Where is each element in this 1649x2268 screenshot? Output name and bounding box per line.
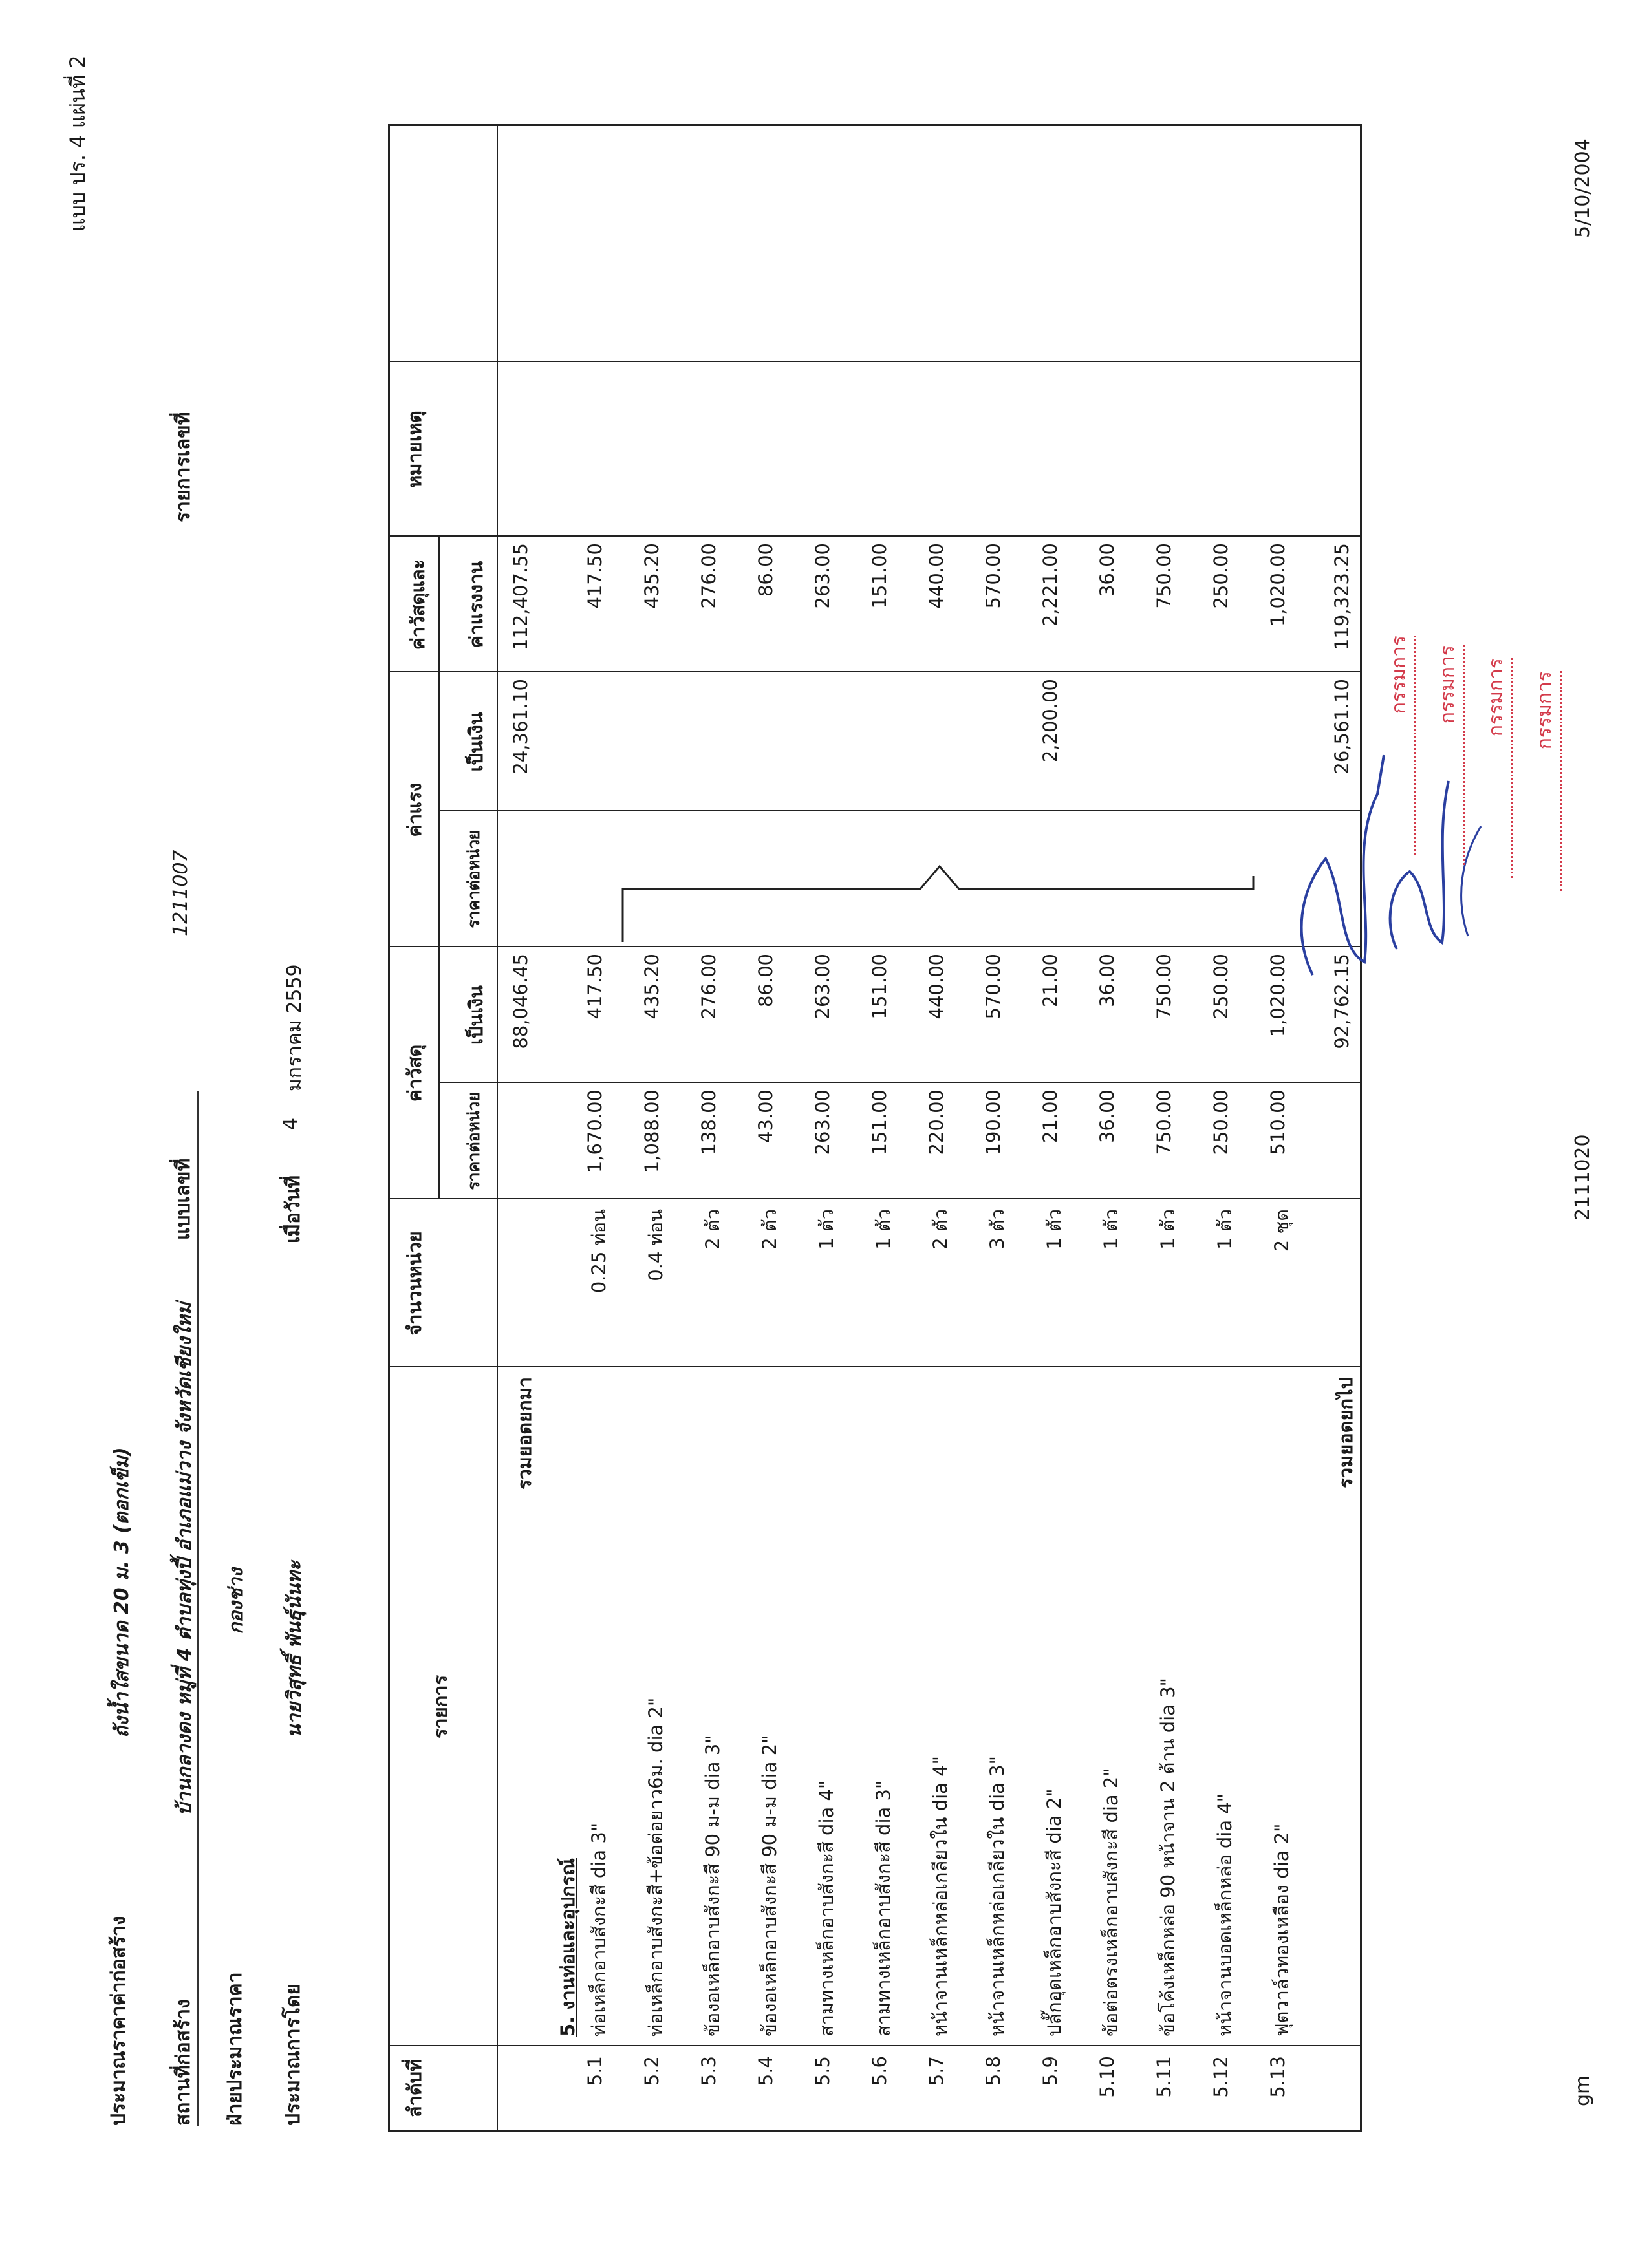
col-labor-unit-header: ราคาต่อหน่วย <box>464 830 483 928</box>
row-labor-amount: 2,200.00 <box>1039 679 1061 763</box>
row-material-amount: 570.00 <box>982 954 1004 1020</box>
carried-forward-label: รวมยอดยกมา <box>513 1377 535 1490</box>
row-qty: 1 ตัว <box>1214 1209 1236 1250</box>
row-material-amount: 440.00 <box>925 954 947 1020</box>
carried-over-material: 92,762.15 <box>1331 954 1353 1049</box>
row-qty: 1 ตัว <box>1043 1209 1065 1250</box>
row-item: ข้อโค้งเหล็กหล่อ 90 หน้าจาน 2 ด้าน dia 3" <box>1157 1678 1179 2037</box>
row-total: 151.00 <box>868 543 890 609</box>
row-qty: 2 ชุด <box>1271 1209 1293 1252</box>
row-qty: 1 ตัว <box>1100 1209 1122 1250</box>
row-total: 570.00 <box>982 543 1004 609</box>
row-material-unit-price: 36.00 <box>1096 1089 1118 1144</box>
design-label: แบบเลขที่ <box>172 1158 195 1240</box>
carried-forward-total: 112,407.55 <box>510 543 532 651</box>
header-rule <box>197 1091 199 2126</box>
row-no: 5.7 <box>925 2056 947 2086</box>
carried-forward-labor: 24,361.10 <box>510 679 532 775</box>
row-total: 750.00 <box>1153 543 1175 609</box>
row-no: 5.6 <box>868 2056 890 2086</box>
row-material-unit-price: 263.00 <box>812 1089 834 1155</box>
row-material-unit-price: 1,088.00 <box>641 1089 663 1173</box>
row-no: 5.3 <box>698 2056 720 2086</box>
row-total: 2,221.00 <box>1039 543 1061 627</box>
committee-stamp-1: กรรมการ <box>1384 636 1416 855</box>
project-name: ถังน้ำใสขนาด 20 ม. 3 (ตอกเข็ม) <box>111 1447 133 1738</box>
date-label: เมื่อวันที่ <box>282 1175 305 1243</box>
row-qty: 1 ตัว <box>1157 1209 1179 1250</box>
row-material-unit-price: 1,670.00 <box>584 1089 606 1173</box>
carried-over-labor: 26,561.10 <box>1331 679 1353 775</box>
row-qty: 0.4 ท่อน <box>645 1209 667 1281</box>
row-total: 36.00 <box>1096 543 1118 597</box>
col-item-header: รายการ <box>429 1674 451 1739</box>
date-day: 4 <box>279 1117 302 1130</box>
col-material-amount-header: เป็นเงิน <box>465 985 487 1045</box>
row-material-unit-price: 510.00 <box>1267 1089 1289 1155</box>
estimator-label: ประมาณการโดย <box>282 1983 305 2126</box>
row-material-unit-price: 151.00 <box>868 1089 890 1155</box>
row-material-amount: 250.00 <box>1210 954 1232 1020</box>
row-no: 5.11 <box>1153 2056 1175 2098</box>
row-material-amount: 750.00 <box>1153 954 1175 1020</box>
estimate-table <box>388 124 1362 2132</box>
row-material-amount: 263.00 <box>812 954 834 1020</box>
footer-left: gm <box>1571 2075 1594 2106</box>
location-value: บ้านกลางดง หมู่ที่ 4 ตำบลทุ่งปี้ อำเภอแม่วาง จังหวัดเชียงใหม่ <box>173 1302 196 1815</box>
row-no: 5.13 <box>1267 2056 1289 2098</box>
committee-stamp-3: กรรมการ <box>1481 658 1513 878</box>
row-no: 5.4 <box>755 2056 777 2086</box>
committee-stamp-4: กรรมการ <box>1529 671 1562 891</box>
row-total: 263.00 <box>812 543 834 609</box>
row-no: 5.9 <box>1039 2056 1061 2086</box>
row-item: ท่อเหล็กอาบสังกะสี+ข้อต่อยาว6ม. dia 2" <box>645 1697 667 2037</box>
row-item: ข้องอเหล็กอาบสังกะสี 90 ม-ม dia 3" <box>702 1735 724 2037</box>
col-no-header: ลำดับที่ <box>404 2059 426 2118</box>
row-material-amount: 36.00 <box>1096 954 1118 1008</box>
row-qty: 2 ตัว <box>702 1209 724 1250</box>
row-total: 435.20 <box>641 543 663 609</box>
col-labor-header: ค่าแรง <box>404 782 426 837</box>
row-material-amount: 435.20 <box>641 954 663 1020</box>
dept-label: ฝ่ายประมาณราคา <box>224 1972 246 2126</box>
row-no: 5.1 <box>584 2056 606 2086</box>
carried-over-label: รวมยอดยกไป <box>1335 1377 1357 1488</box>
estimator-name: นายวิสุทธิ์ พันธุ์นันทะ <box>283 1560 306 1738</box>
row-total: 440.00 <box>925 543 947 609</box>
row-qty: 3 ตัว <box>986 1209 1008 1250</box>
footer-center: 2111020 <box>1571 1134 1594 1221</box>
item-no-label: รายการเลขที่ <box>172 412 195 522</box>
row-no: 5.2 <box>641 2056 663 2086</box>
col-labor-amount-header: เป็นเงิน <box>465 712 487 772</box>
form-id: แบบ ปร. 4 แผ่นที่ 2 <box>65 55 90 231</box>
date-month-year: มกราคม 2559 <box>283 964 306 1091</box>
row-total: 86.00 <box>755 543 777 597</box>
row-material-amount: 21.00 <box>1039 954 1061 1008</box>
row-qty: 2 ตัว <box>759 1209 781 1250</box>
row-material-unit-price: 750.00 <box>1153 1089 1175 1155</box>
row-material-unit-price: 43.00 <box>755 1089 777 1144</box>
row-material-unit-price: 190.00 <box>982 1089 1004 1155</box>
row-item: หน้าจานบอดเหล็กหล่อ dia 4" <box>1214 1793 1236 2037</box>
row-material-amount: 1,020.00 <box>1267 954 1289 1038</box>
row-total: 417.50 <box>584 543 606 609</box>
col-qty-header: จำนวนหน่วย <box>404 1231 426 1336</box>
row-no: 5.5 <box>812 2056 834 2086</box>
row-item: สามทางเหล็กอาบสังกะสี dia 3" <box>872 1780 894 2037</box>
row-material-unit-price: 250.00 <box>1210 1089 1232 1155</box>
row-item: ข้องอเหล็กอาบสังกะสี 90 ม-ม dia 2" <box>759 1735 781 2037</box>
row-item: ปลั๊กอุดเหล็กอาบสังกะสี dia 2" <box>1043 1788 1065 2037</box>
labor-brace <box>584 805 1321 947</box>
title-label: ประมาณราคาค่าก่อสร้าง <box>107 1916 130 2126</box>
row-qty: 1 ตัว <box>872 1209 894 1250</box>
row-item: ฟุตวาล์วทองเหลือง dia 2" <box>1271 1823 1293 2037</box>
row-item: ข้อต่อตรงเหล็กอาบสังกะสี dia 2" <box>1100 1768 1122 2037</box>
row-qty: 2 ตัว <box>929 1209 951 1250</box>
carried-forward-material: 88,046.45 <box>510 954 532 1049</box>
row-total: 276.00 <box>698 543 720 609</box>
row-material-amount: 151.00 <box>868 954 890 1020</box>
row-no: 5.12 <box>1210 2056 1232 2098</box>
col-remark-header: หมายเหตุ <box>404 411 426 488</box>
row-item: หน้าจานเหล็กหล่อเกลียวใน dia 3" <box>986 1756 1008 2037</box>
row-total: 1,020.00 <box>1267 543 1289 627</box>
footer-right: 5/10/2004 <box>1571 138 1594 238</box>
row-material-unit-price: 138.00 <box>698 1089 720 1155</box>
row-qty: 1 ตัว <box>815 1209 837 1250</box>
design-number: 1211007 <box>169 850 192 936</box>
section-title: 5. งานท่อและอุปกรณ์ <box>557 1858 579 2037</box>
dept-value: กองช่าง <box>225 1568 248 1634</box>
row-material-amount: 276.00 <box>698 954 720 1020</box>
row-material-unit-price: 21.00 <box>1039 1089 1061 1144</box>
row-material-amount: 417.50 <box>584 954 606 1020</box>
row-material-unit-price: 220.00 <box>925 1089 947 1155</box>
row-qty: 0.25 ท่อน <box>588 1209 610 1294</box>
location-label: สถานที่ก่อสร้าง <box>172 1999 195 2126</box>
col-material-header: ค่าวัสดุ <box>404 1044 426 1102</box>
col-total-header-1: ค่าวัสดุและ <box>407 559 429 650</box>
row-item: หน้าจานเหล็กหล่อเกลียวใน dia 4" <box>929 1756 951 2037</box>
row-item: ท่อเหล็กอาบสังกะสี dia 3" <box>588 1823 610 2037</box>
row-no: 5.8 <box>982 2056 1004 2086</box>
row-material-amount: 86.00 <box>755 954 777 1008</box>
col-total-header-2: ค่าแรงงาน <box>465 561 487 648</box>
row-total: 250.00 <box>1210 543 1232 609</box>
committee-stamp-2: กรรมการ <box>1432 645 1465 865</box>
row-item: สามทางเหล็กอาบสังกะสี dia 4" <box>815 1780 837 2037</box>
carried-over-total: 119,323.25 <box>1331 543 1353 651</box>
col-material-unit-header: ราคาต่อหน่วย <box>464 1092 483 1190</box>
row-no: 5.10 <box>1096 2056 1118 2098</box>
